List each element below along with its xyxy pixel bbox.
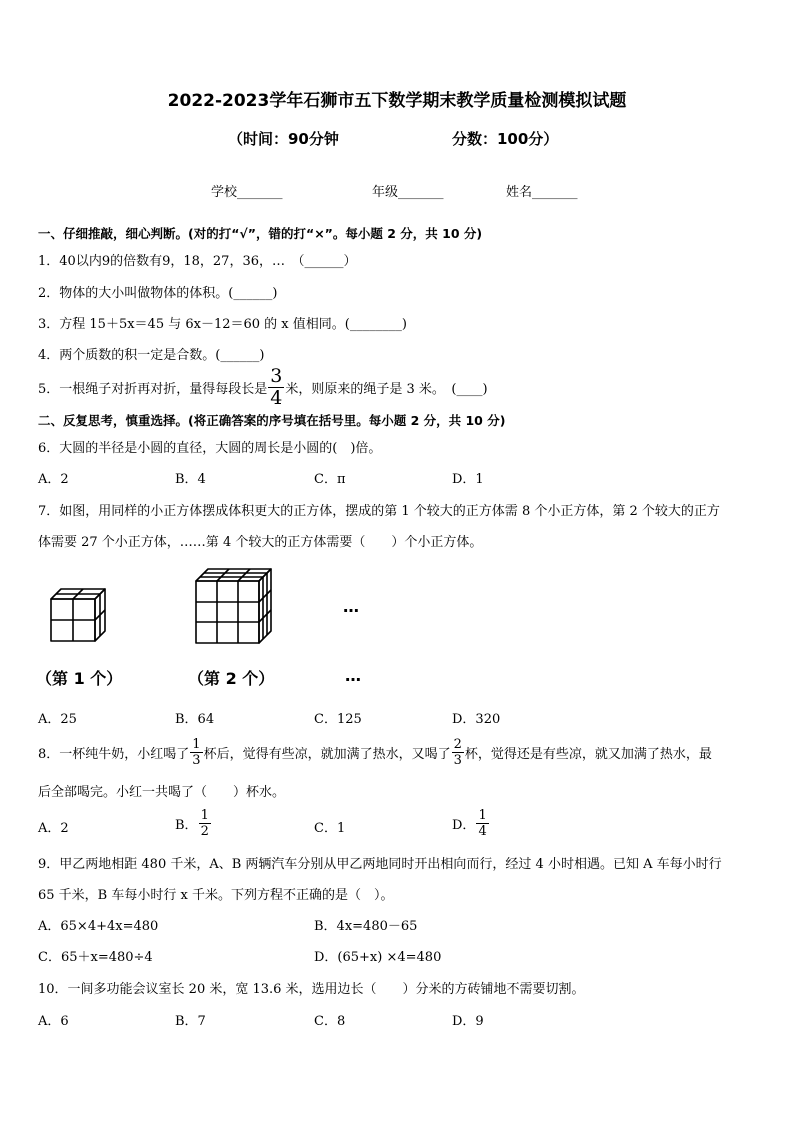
question-7-line-2: 体需要 27 个小正方体，……第 4 个较大的正方体需要（ ）个小正方体。 [38,535,483,550]
section-1-heading: 一、仔细推敲，细心判断。(对的打“√”，错的打“×”。每小题 2 分，共 10 分) [38,226,483,241]
question-3: 3．方程 15＋5x＝45 与 6x－12＝60 的 x 值相同。(________) [38,317,407,332]
q9-option-c: C．65＋x=480÷4 [38,950,153,965]
fraction-denominator: 3 [192,752,201,768]
q9-option-b: B．4x=480－65 [314,919,418,934]
question-5 [38,364,488,409]
exam-score: 分数：100分） [452,130,559,148]
question-2: 2．物体的大小叫做物体的体积。(______) [38,286,278,301]
exam-time: （时间：90分钟 [228,130,339,148]
question-8-text-a: 8．一杯纯牛奶，小红喝了 [38,746,190,762]
fraction-denominator: 4 [270,386,283,409]
question-8-text-b: 杯后，觉得有些凉，就加满了热水，又喝了 [203,746,451,762]
q6-option-d: D．1 [452,472,484,487]
q10-option-d: D．9 [452,1014,484,1029]
q9-option-a: A．65×4+4x=480 [38,919,159,934]
fraction-one-quarter [476,809,488,838]
question-6: 6．大圆的半径是小圆的直径，大圆的周长是小圆的( )倍。 [38,441,382,456]
q8-option-b-label: B． [175,817,198,833]
fraction-one-half [199,809,211,838]
q6-option-c: C．π [314,472,346,487]
question-8-line-2: 后全部喝完。小红一共喝了（ ）杯水。 [38,785,286,800]
name-field: 姓名_______ [506,185,578,200]
fraction-denominator: 4 [478,823,487,839]
fraction-numerator: 3 [270,364,283,387]
q7-option-d: D．320 [452,712,501,727]
school-field: 学校_______ [211,185,283,200]
q10-option-a: A．6 [38,1014,69,1029]
page-title: 2022-2023学年石狮市五下数学期末教学质量检测模拟试题 [167,91,627,111]
fraction-numerator: 1 [200,807,209,823]
q8-option-a: A．2 [38,821,69,836]
q10-option-c: C．8 [314,1014,346,1029]
question-7-line-1: 7．如图，用同样的小正方体摆成体积更大的正方体，摆成的第 1 个较大的正方体需 8 个小正方体，第 2 个较大的正方 [38,504,720,519]
fraction-numerator: 1 [478,807,487,823]
q6-option-a: A．2 [38,472,69,487]
q7-option-b: B．64 [175,712,215,727]
question-9-line-1: 9．甲乙两地相距 480 千米，A、B 两辆汽车分别从甲乙两地同时开出相向而行，经过 4 小时相遇。已知 A 车每小时行 [38,857,722,872]
q8-option-d-label: D． [452,817,476,833]
q8-option-d [452,805,490,841]
q6-option-b: B．4 [175,472,206,487]
question-5-text: 5．一根绳子对折再对折，量得每段长是 [38,381,268,397]
cube-figure-1 [45,585,107,645]
question-1: 1．40以内9的倍数有9，18，27，36，… （______） [38,254,357,269]
question-4: 4．两个质数的积一定是合数。(______) [38,348,265,363]
q7-option-c: C．125 [314,712,362,727]
fraction-one-third [190,738,202,767]
figure-dots-top: … [343,597,359,616]
grade-field: 年级_______ [372,185,444,200]
figure-caption-1: （第 1 个） [36,669,123,688]
question-10: 10．一间多功能会议室长 20 米，宽 13.6 米，选用边长（ ）分米的方砖铺地不需要切割。 [38,982,585,997]
fraction-numerator: 2 [453,736,462,752]
fraction-three-quarters [268,364,284,409]
question-8-line-1 [38,734,712,770]
fraction-two-thirds [452,738,464,767]
section-2-heading: 二、反复思考，慎重选择。(将正确答案的序号填在括号里。每小题 2 分，共 10 分) [38,413,506,428]
fraction-denominator: 3 [453,752,462,768]
question-8-text-c: 杯，觉得还是有些凉，就又加满了热水，最 [464,746,712,762]
q10-option-b: B．7 [175,1014,206,1029]
q8-option-b [175,805,212,841]
fraction-numerator: 1 [192,736,201,752]
cube-figure-2 [190,563,276,647]
q9-option-d: D．(65+x) ×4=480 [314,950,442,965]
question-5-tail: 米，则原来的绳子是 3 米。 (____) [285,381,488,397]
q7-option-a: A．25 [38,712,77,727]
figure-dots-bottom: … [345,666,361,685]
q8-option-c: C．1 [314,821,346,836]
figure-caption-2: （第 2 个） [188,669,275,688]
fraction-denominator: 2 [200,823,209,839]
question-9-line-2: 65 千米，B 车每小时行 x 千米。下列方程不正确的是（ ）。 [38,888,394,903]
